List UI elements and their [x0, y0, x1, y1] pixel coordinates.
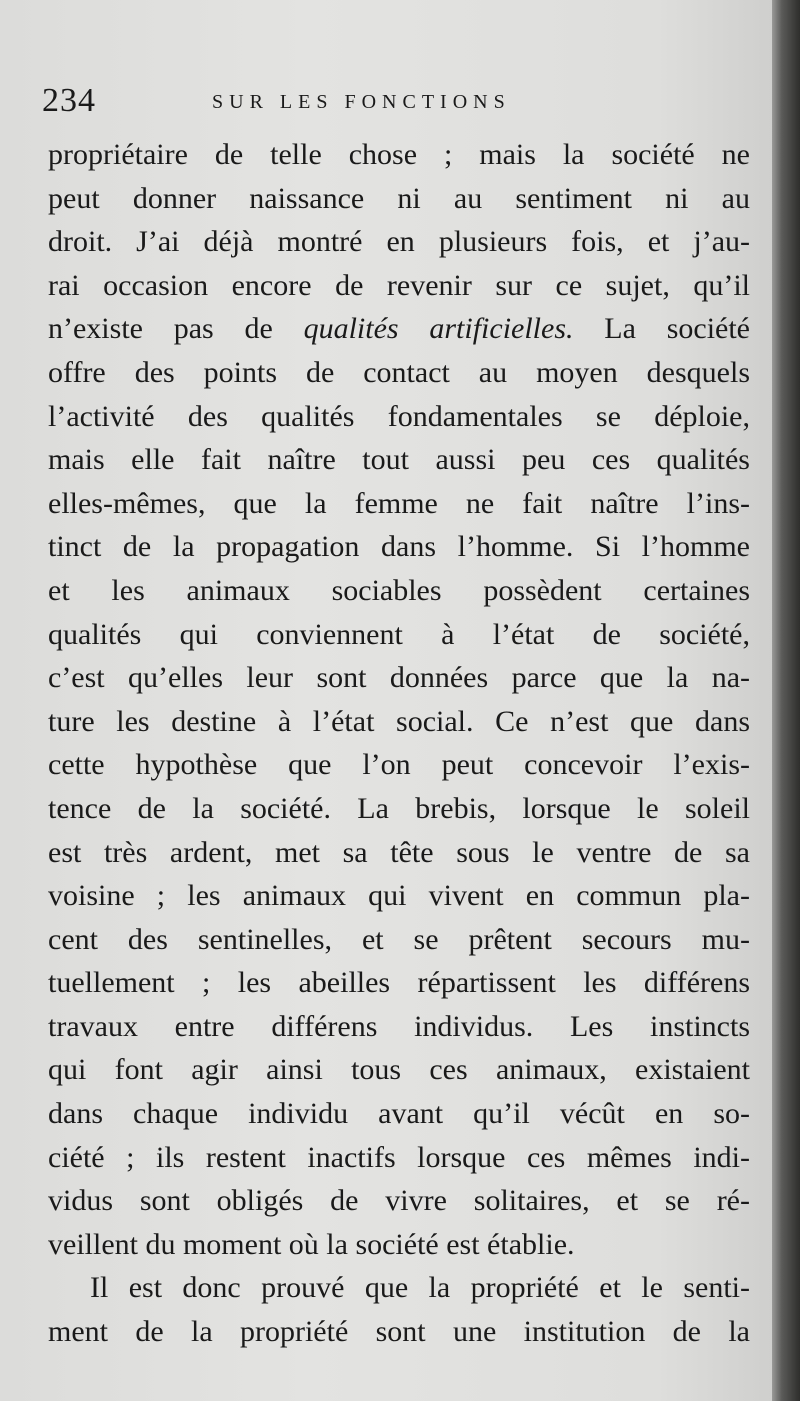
- text-line: dans chaque individu avant qu’il vécût en so-: [48, 1097, 750, 1131]
- text-line: travaux entre différens individus. Les instincts: [48, 1009, 750, 1043]
- text-line: tence de la société. La brebis, lorsque le soleil: [48, 791, 750, 825]
- text-line: rai occasion encore de revenir sur ce sujet, qu’il: [48, 268, 750, 302]
- text-line: qualités qui conviennent à l’état de société,: [48, 617, 750, 651]
- text-line: cette hypothèse que l’on peut concevoir l’exis-: [48, 748, 750, 782]
- page-binding-edge: [772, 0, 800, 1401]
- text-line: est très ardent, met sa tête sous le ventre de sa: [48, 835, 750, 869]
- italic-phrase: qualités artificielles.: [303, 312, 574, 346]
- text-line: droit. J’ai déjà montré en plusieurs fois, et j’au-: [48, 225, 750, 259]
- text-line: propriétaire de telle chose ; mais la société ne: [48, 138, 750, 171]
- running-title: SUR LES FONCTIONS: [212, 91, 511, 113]
- text-line: et les animaux sociables possèdent certaines: [48, 573, 750, 607]
- text-line: cent des sentinelles, et se prêtent secours mu-: [48, 922, 750, 956]
- text-line: mais elle fait naître tout aussi peu ces qualités: [48, 443, 750, 477]
- page-number: 234: [42, 82, 96, 119]
- text-line: [48, 307, 750, 351]
- text-line: c’est qu’elles leur sont données parce que la na-: [48, 661, 750, 695]
- text-line: tuellement ; les abeilles répartissent les différens: [48, 966, 750, 1000]
- page-header: [42, 82, 742, 128]
- text-line: voisine ; les animaux qui vivent en commun pla-: [48, 879, 750, 913]
- text-line: vidus sont obligés de vivre solitaires, et se ré-: [48, 1184, 750, 1218]
- text-segment: La société: [573, 312, 750, 346]
- text-line: ment de la propriété sont une institution de la: [48, 1315, 750, 1349]
- text-line: tinct de la propagation dans l’homme. Si l’homme: [48, 530, 750, 564]
- text-line: ture les destine à l’état social. Ce n’est que dans: [48, 704, 750, 738]
- text-line: qui font agir ainsi tous ces animaux, existaient: [48, 1053, 750, 1087]
- body-text: [48, 133, 750, 1354]
- text-segment: n’existe pas de: [48, 312, 304, 346]
- text-line: peut donner naissance ni au sentiment ni au: [48, 181, 750, 215]
- text-line: elles-mêmes, que la femme ne fait naître l’ins-: [48, 486, 750, 520]
- text-line: veillent du moment où la société est établie.: [48, 1227, 575, 1261]
- text-line: l’activité des qualités fondamentales se déploie,: [48, 399, 750, 433]
- text-line: ciété ; ils restent inactifs lorsque ces mêmes indi-: [48, 1140, 750, 1174]
- text-line: Il est donc prouvé que la propriété et le senti-: [90, 1271, 750, 1305]
- text-line: offre des points de contact au moyen desquels: [48, 355, 750, 389]
